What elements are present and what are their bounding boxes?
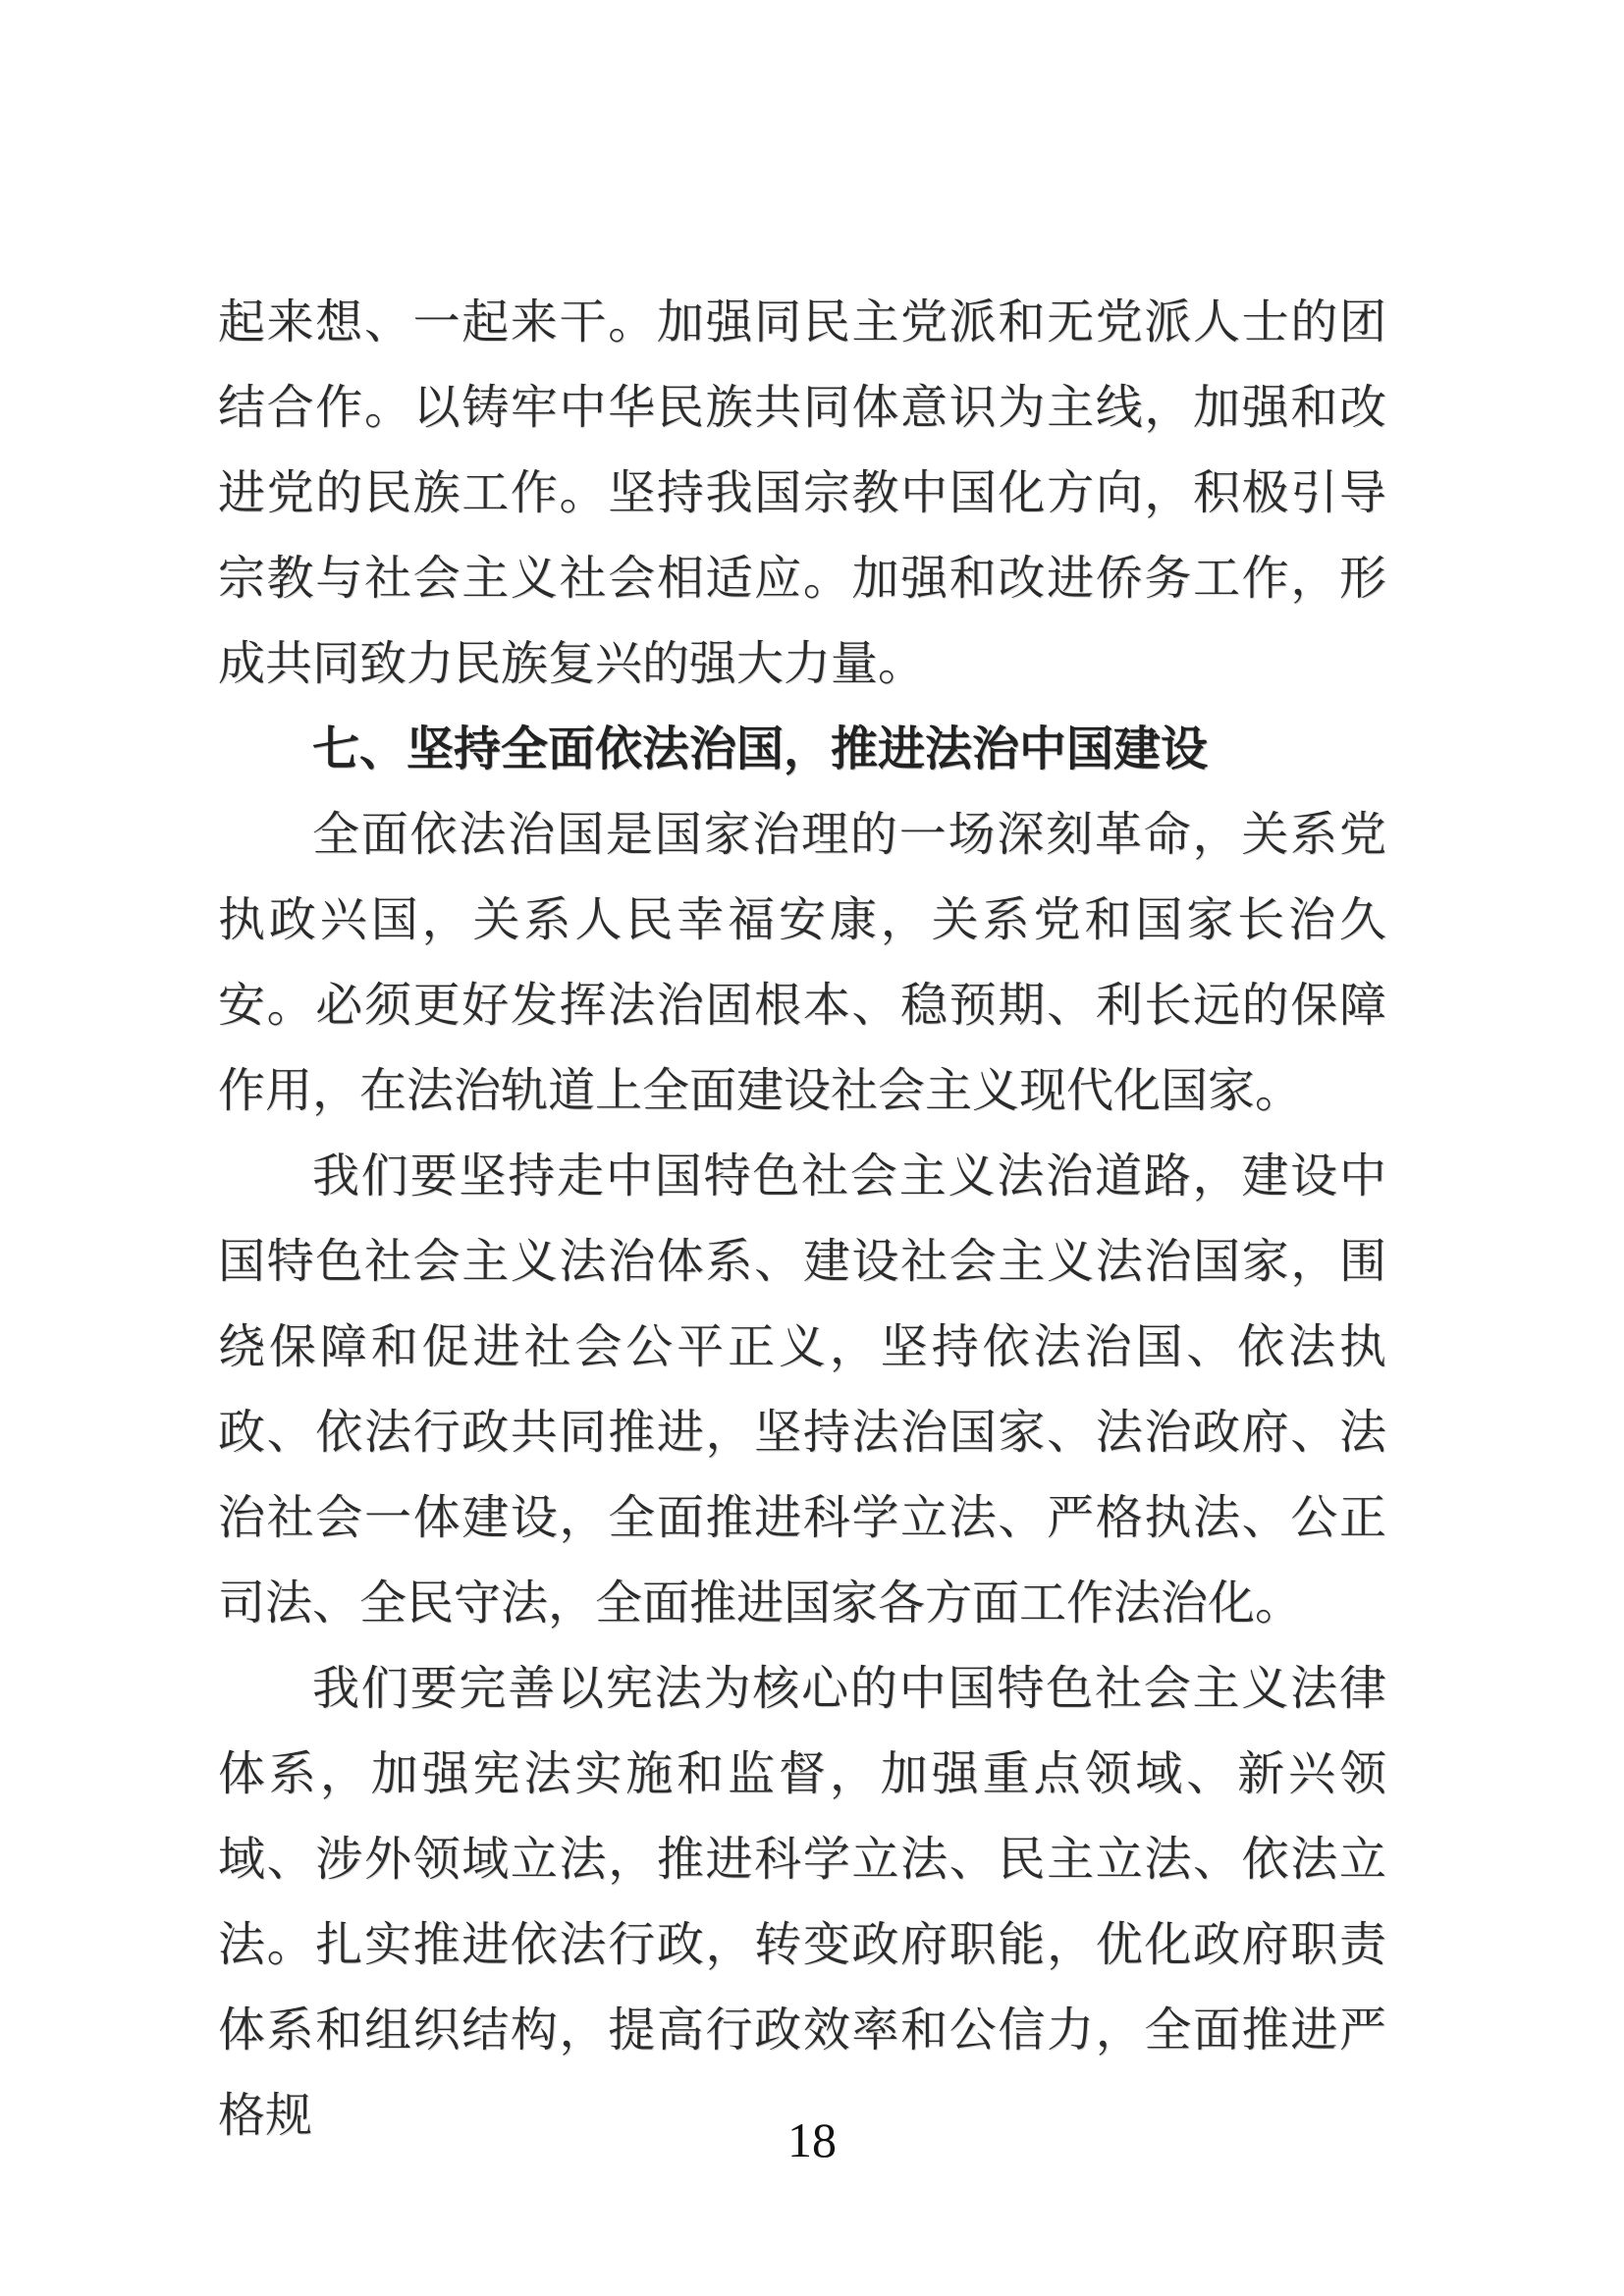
paragraph-continuation: 起来想、一起来干。加强同民主党派和无党派人士的团结合作。以铸牢中华民族共同体意识为主线，加强和改进党的民族工作。坚持我国宗教中国化方向，积极引导宗教与社会主义社会相适应。加强和改进侨务工作，形成共同致力民族复兴的强大力量。: [218, 296, 1386, 690]
paragraph: 我们要坚持走中国特色社会主义法治道路，建设中国特色社会主义法治体系、建设社会主义法治国家，围绕保障和促进社会公平正义，坚持依法治国、依法执政、依法行政共同推进，坚持法治国家、法治政府、法治社会一体建设，全面推进科学立法、严格执法、公正司法、全民守法，全面推进国家各方面工作法治化。: [218, 1150, 1386, 1629]
paragraph: 全面依法治国是国家治理的一场深刻革命，关系党执政兴国，关系人民幸福安康，关系党和国家长治久安。必须更好发挥法治固根本、稳预期、利长远的保障作用，在法治轨道上全面建设社会主义现代化国家。: [218, 809, 1386, 1117]
page-number: 18: [787, 2112, 837, 2167]
text-content: [218, 280, 1386, 2159]
section-heading: 七、坚持全面依法治国，推进法治中国建设: [312, 723, 1209, 775]
paragraph: 我们要完善以宪法为核心的中国特色社会主义法律体系，加强宪法实施和监督，加强重点领域、新兴领域、涉外领域立法，推进科学立法、民主立法、依法立法。扎实推进依法行政，转变政府职能，优化政府职责体系和组织结构，提高行政效率和公信力，全面推进严格规: [218, 1663, 1386, 2142]
